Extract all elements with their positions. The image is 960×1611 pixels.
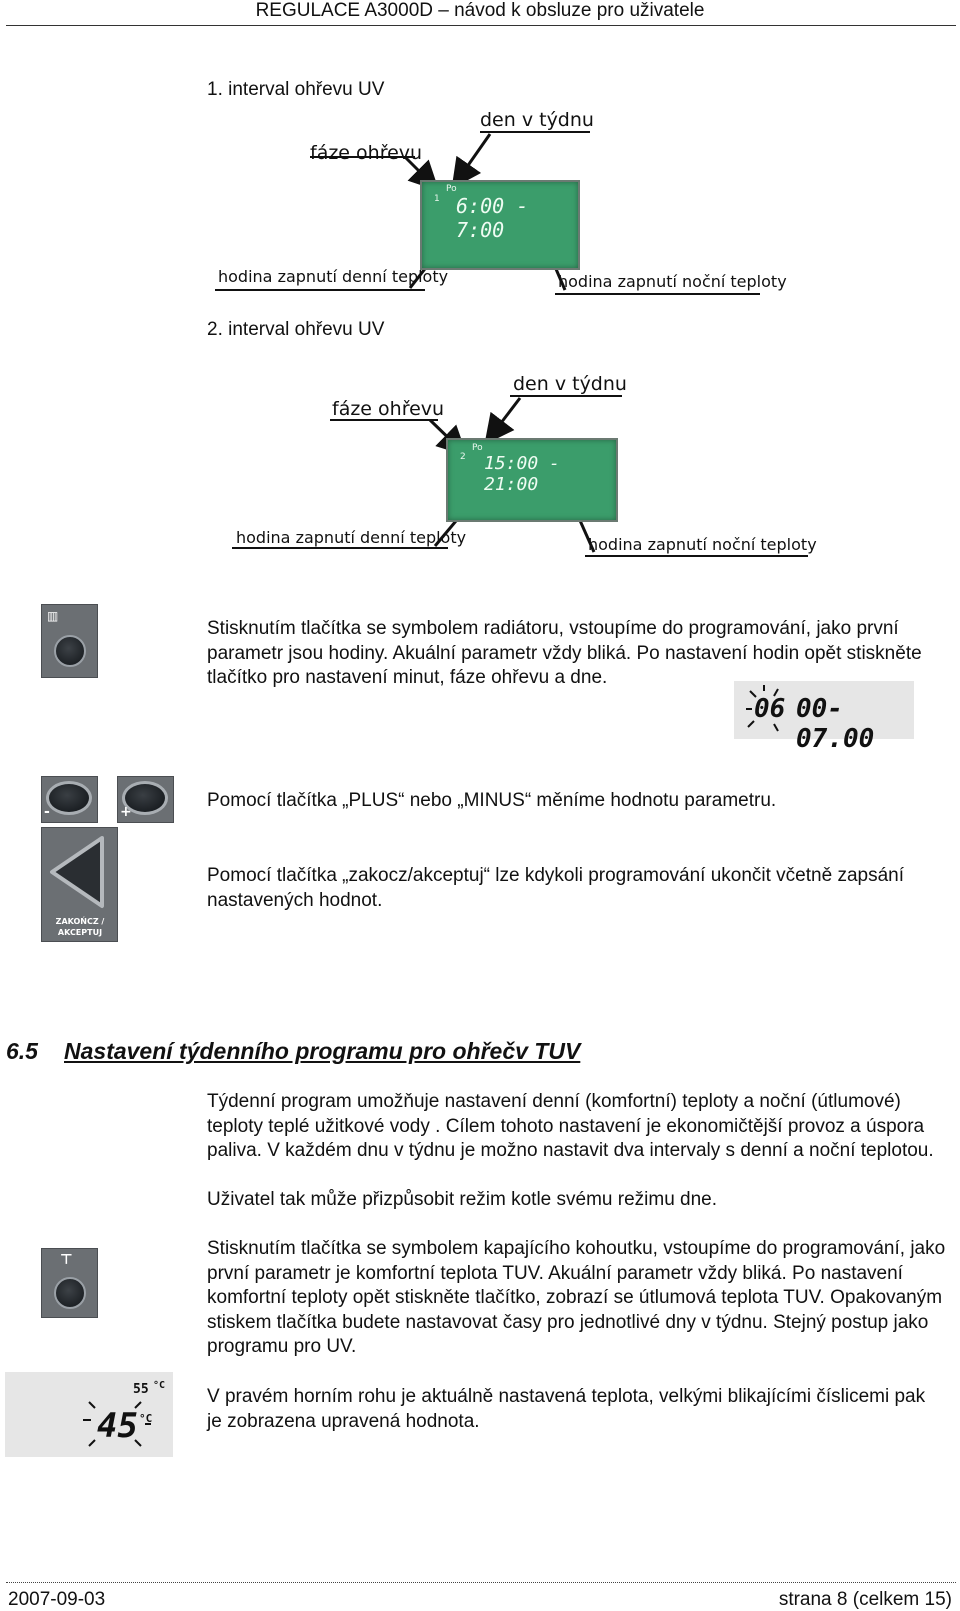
plus-button[interactable]	[117, 776, 174, 823]
temperature-display	[5, 1372, 173, 1457]
section-title: Nastavení týdenního programu pro ohřečv TUV	[64, 1038, 581, 1064]
lcd-phase: 1	[434, 194, 440, 204]
anno-heating-phase: fáze ohřevu	[310, 142, 423, 164]
blinking-hour-display	[734, 681, 914, 754]
anno-heating-phase: fáze ohřevu	[332, 398, 445, 420]
section-number: 6.5	[6, 1038, 38, 1064]
paragraph-temperature: V pravém horním rohu je aktuálně nastavená teplota, velkými blikajícími číslicemi pak je zobrazena upravená hodnota.	[207, 1386, 926, 1432]
minus-button[interactable]	[41, 776, 98, 823]
confirm-button[interactable]	[41, 827, 118, 942]
edited-temp-unit: °C	[139, 1412, 153, 1425]
plus-sign: +	[120, 804, 132, 820]
anno-day-temp-on: hodina zapnutí denní teploty	[236, 528, 467, 547]
blink-rest: 00-07.00	[796, 694, 875, 754]
lcd-time: 15:00 - 21:00	[484, 453, 560, 495]
lcd-phase: 2	[460, 452, 466, 462]
radiator-knob	[54, 635, 86, 667]
paragraph-tap: Stisknutím tlačítka se symbolem kapajícího kohoutku, vstoupíme do programování, jako první parametr je komfortní teplota TUV. Akuální parametr vždy bliká. Po nastavení komfortní teploty opět stiskněte tlačítko, zobrazí se útlumová teplota TUV. Opakovaným stiskem tlačítka budete nastavovat časy pro jednotlivé dny v týdnu. Stejný postup jako programu pro UV.	[207, 1238, 946, 1357]
paragraph-radiator: Stisknutím tlačítka se symbolem radiátoru, vstoupíme do programování, jako první parametr jsou hodiny. Akuální parametr vždy bliká. Po nastavení hodin opět stiskněte tlačítko pro nastavení minut, fáze ohřevu a dne.	[207, 618, 922, 688]
interval1-diagram	[210, 109, 787, 302]
blink-hour: 06	[754, 694, 786, 724]
anno-night-temp-on: hodina zapnutí noční teploty	[558, 272, 787, 291]
lcd-day: Po	[472, 443, 483, 453]
dripping-tap-icon: ⊤	[60, 1252, 73, 1268]
interval2-label: 2. interval ohřevu UV	[207, 319, 385, 340]
paragraph-user: Uživatel tak může přizpůsobit režim kotle svému režimu dne.	[207, 1189, 718, 1210]
anno-day-of-week: den v týdnu	[513, 373, 627, 395]
interval1-lcd	[420, 180, 580, 270]
edited-temp: 45	[97, 1406, 138, 1446]
confirm-label: ZAKOŃCZ / AKCEPTUJ	[55, 917, 105, 937]
lcd-day: Po	[446, 184, 457, 194]
lcd-time: 6:00 - 7:00	[456, 194, 529, 242]
section-heading	[6, 1038, 580, 1065]
current-temp-unit: °C	[153, 1380, 166, 1391]
tap-button[interactable]	[41, 1248, 98, 1318]
radiator-button[interactable]	[41, 604, 98, 678]
anno-day-temp-on: hodina zapnutí denní teploty	[218, 267, 449, 286]
interval1-label: 1. interval ohřevu UV	[207, 79, 385, 100]
minus-knob	[46, 781, 92, 815]
triangle-left-icon	[42, 832, 117, 914]
interval2-lcd	[446, 438, 618, 522]
header-divider	[6, 25, 956, 26]
current-temp: 55	[133, 1382, 149, 1397]
minus-sign: -	[44, 804, 50, 820]
page-header-title: REGULACE A3000D – návod k obsluze pro uživatele	[255, 0, 705, 21]
footer-divider	[6, 1582, 956, 1583]
interval2-diagram	[230, 370, 817, 562]
footer-date: 2007-09-03	[8, 1589, 106, 1610]
tap-knob	[54, 1277, 86, 1309]
footer-page-number: strana 8 (celkem 15)	[778, 1589, 952, 1610]
paragraph-confirm: Pomocí tlačítka „zakocz/akceptuj“ lze kdykoli programování ukončit včetně zapsání nastavených hodnot.	[207, 865, 904, 911]
anno-day-of-week: den v týdnu	[480, 109, 594, 131]
anno-night-temp-on: hodina zapnutí noční teploty	[588, 535, 817, 554]
paragraph-plus-minus: Pomocí tlačítka „PLUS“ nebo „MINUS“ měníme hodnotu parametru.	[207, 790, 777, 811]
radiator-icon: ▥	[47, 609, 59, 623]
paragraph-weekly-program: Týdenní program umožňuje nastavení denní (komfortní) teploty a noční (útlumové) teploty teplé užitkové vody . Cílem tohoto nastavení je ekonomičtější provoz a úspora paliva. V každém dnu v týdnu je možno nastavit dva intervaly s denní a noční teplotou.	[207, 1091, 934, 1161]
